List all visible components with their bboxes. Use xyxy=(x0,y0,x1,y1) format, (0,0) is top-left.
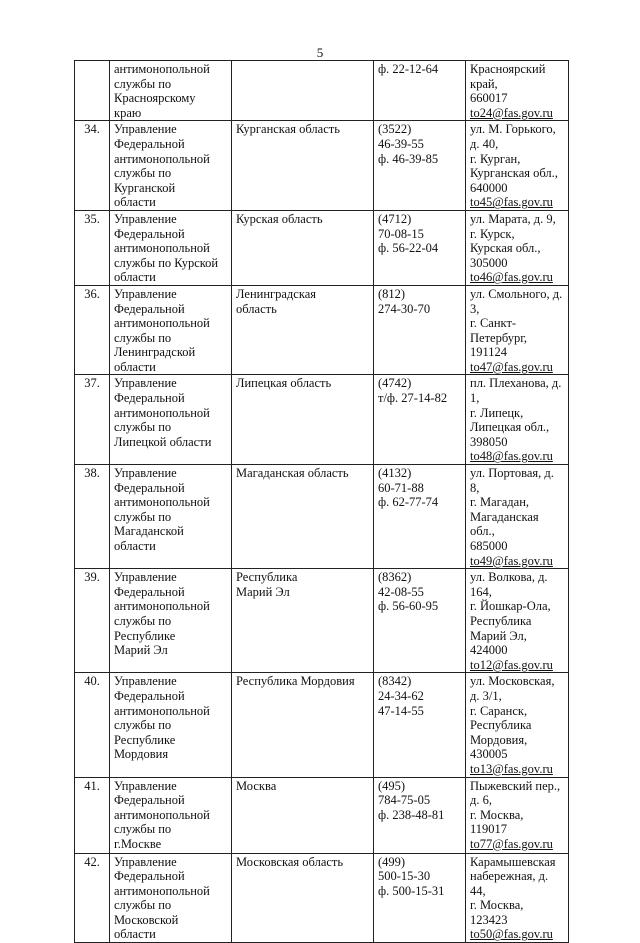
office-name: Управление Федеральной антимонопольной службы по Липецкой области xyxy=(110,375,232,465)
phone-numbers: (812) 274-30-70 xyxy=(374,285,466,375)
table-row xyxy=(75,210,569,285)
postal-address: ул. Смольного, д. 3, г. Санкт-Петербург, 191124 xyxy=(470,286,563,360)
address-cell xyxy=(466,673,569,777)
email-link[interactable]: to12@fas.gov.ru xyxy=(470,657,553,672)
email-link[interactable]: to45@fas.gov.ru xyxy=(470,195,553,210)
email-link[interactable]: to47@fas.gov.ru xyxy=(470,359,553,374)
office-name: антимонопольной службы по Красноярскому краю xyxy=(110,61,232,121)
phone-numbers: ф. 22-12-64 xyxy=(374,61,466,121)
region-name: Республика Марий Эл xyxy=(232,569,374,673)
table-row xyxy=(75,853,569,943)
office-name: Управление Федеральной антимонопольной службы по Московской области xyxy=(110,853,232,943)
email-link[interactable]: to24@fas.gov.ru xyxy=(470,105,553,120)
region-name: Магаданская область xyxy=(232,465,374,569)
phone-numbers: (4712) 70-08-15 ф. 56-22-04 xyxy=(374,210,466,285)
postal-address: ул. М. Горького, д. 40, г. Курган, Курганская обл., 640000 xyxy=(470,122,558,195)
postal-address: ул. Московская, д. 3/1, г. Саранск, Республика Мордовия, 430005 xyxy=(470,674,555,762)
phone-numbers: (3522) 46-39-55 ф. 46-39-85 xyxy=(374,121,466,211)
address-cell xyxy=(466,569,569,673)
email-link[interactable]: to77@fas.gov.ru xyxy=(470,836,553,851)
address-cell xyxy=(466,285,569,375)
email-link[interactable]: to46@fas.gov.ru xyxy=(470,270,553,285)
office-name: Управление Федеральной антимонопольной службы по Магаданской области xyxy=(110,465,232,569)
address-cell xyxy=(466,375,569,465)
postal-address: ул. Волкова, д. 164, г. Йошкар-Ола, Республика Марий Эл, 424000 xyxy=(470,570,551,658)
email-link[interactable]: to48@fas.gov.ru xyxy=(470,449,553,464)
region-name: Москва xyxy=(232,777,374,853)
office-name: Управление Федеральной антимонопольной службы по Республике Марий Эл xyxy=(110,569,232,673)
address-cell xyxy=(466,210,569,285)
row-number: 39. xyxy=(75,569,110,673)
phone-numbers: (495) 784-75-05 ф. 238-48-81 xyxy=(374,777,466,853)
postal-address: ул. Марата, д. 9, г. Курск, Курская обл., 305000 xyxy=(470,211,556,270)
address-cell xyxy=(466,853,569,943)
page-number: 5 xyxy=(316,45,324,60)
region-name: Московская область xyxy=(232,853,374,943)
row-number: 41. xyxy=(75,777,110,853)
table-row xyxy=(75,465,569,569)
region-name: Республика Мордовия xyxy=(232,673,374,777)
phone-numbers: (499) 500-15-30 ф. 500-15-31 xyxy=(374,853,466,943)
region-name xyxy=(232,61,374,121)
table-row xyxy=(75,673,569,777)
address-cell xyxy=(466,61,569,121)
phone-numbers: (8342) 24-34-62 47-14-55 xyxy=(374,673,466,777)
office-name: Управление Федеральной антимонопольной службы по Курганской области xyxy=(110,121,232,211)
table-row xyxy=(75,121,569,211)
table-row xyxy=(75,285,569,375)
table-row xyxy=(75,61,569,121)
email-link[interactable]: to13@fas.gov.ru xyxy=(470,761,553,776)
row-number: 34. xyxy=(75,121,110,211)
table-row xyxy=(75,569,569,673)
office-name: Управление Федеральной антимонопольной службы по Курской области xyxy=(110,210,232,285)
phone-numbers: (8362) 42-08-55 ф. 56-60-95 xyxy=(374,569,466,673)
phone-numbers: (4742) т/ф. 27-14-82 xyxy=(374,375,466,465)
address-cell xyxy=(466,465,569,569)
email-link[interactable]: to50@fas.gov.ru xyxy=(470,927,553,942)
row-number: 38. xyxy=(75,465,110,569)
region-name: Липецкая область xyxy=(232,375,374,465)
row-number: 35. xyxy=(75,210,110,285)
office-name: Управление Федеральной антимонопольной службы по г.Москве xyxy=(110,777,232,853)
row-number: 36. xyxy=(75,285,110,375)
postal-address: ул. Портовая, д. 8, г. Магадан, Магаданская обл., 685000 xyxy=(470,466,554,553)
table-row xyxy=(75,375,569,465)
row-number: 37. xyxy=(75,375,110,465)
row-number: 40. xyxy=(75,673,110,777)
postal-address: Пыжевский пер., д. 6, г. Москва, 119017 xyxy=(470,778,561,837)
postal-address: Красноярский край, 660017 xyxy=(470,62,546,106)
table-row xyxy=(75,777,569,853)
region-name: Курская область xyxy=(232,210,374,285)
phone-numbers: (4132) 60-71-88 ф. 62-77-74 xyxy=(374,465,466,569)
email-link[interactable]: to49@fas.gov.ru xyxy=(470,553,553,568)
row-number: 42. xyxy=(75,853,110,943)
postal-address: пл. Плеханова, д. 1, г. Липецк, Липецкая обл., 398050 xyxy=(470,376,562,449)
address-cell xyxy=(466,777,569,853)
region-name: Курганская область xyxy=(232,121,374,211)
region-name: Ленинградская область xyxy=(232,285,374,375)
address-cell xyxy=(466,121,569,211)
office-name: Управление Федеральной антимонопольной службы по Республике Мордовия xyxy=(110,673,232,777)
office-name: Управление Федеральной антимонопольной службы по Ленинградской области xyxy=(110,285,232,375)
postal-address: Карамышевская набережная, д. 44, г. Москва, 123423 xyxy=(470,854,556,927)
office-directory-table xyxy=(74,60,569,943)
row-number xyxy=(75,61,110,121)
